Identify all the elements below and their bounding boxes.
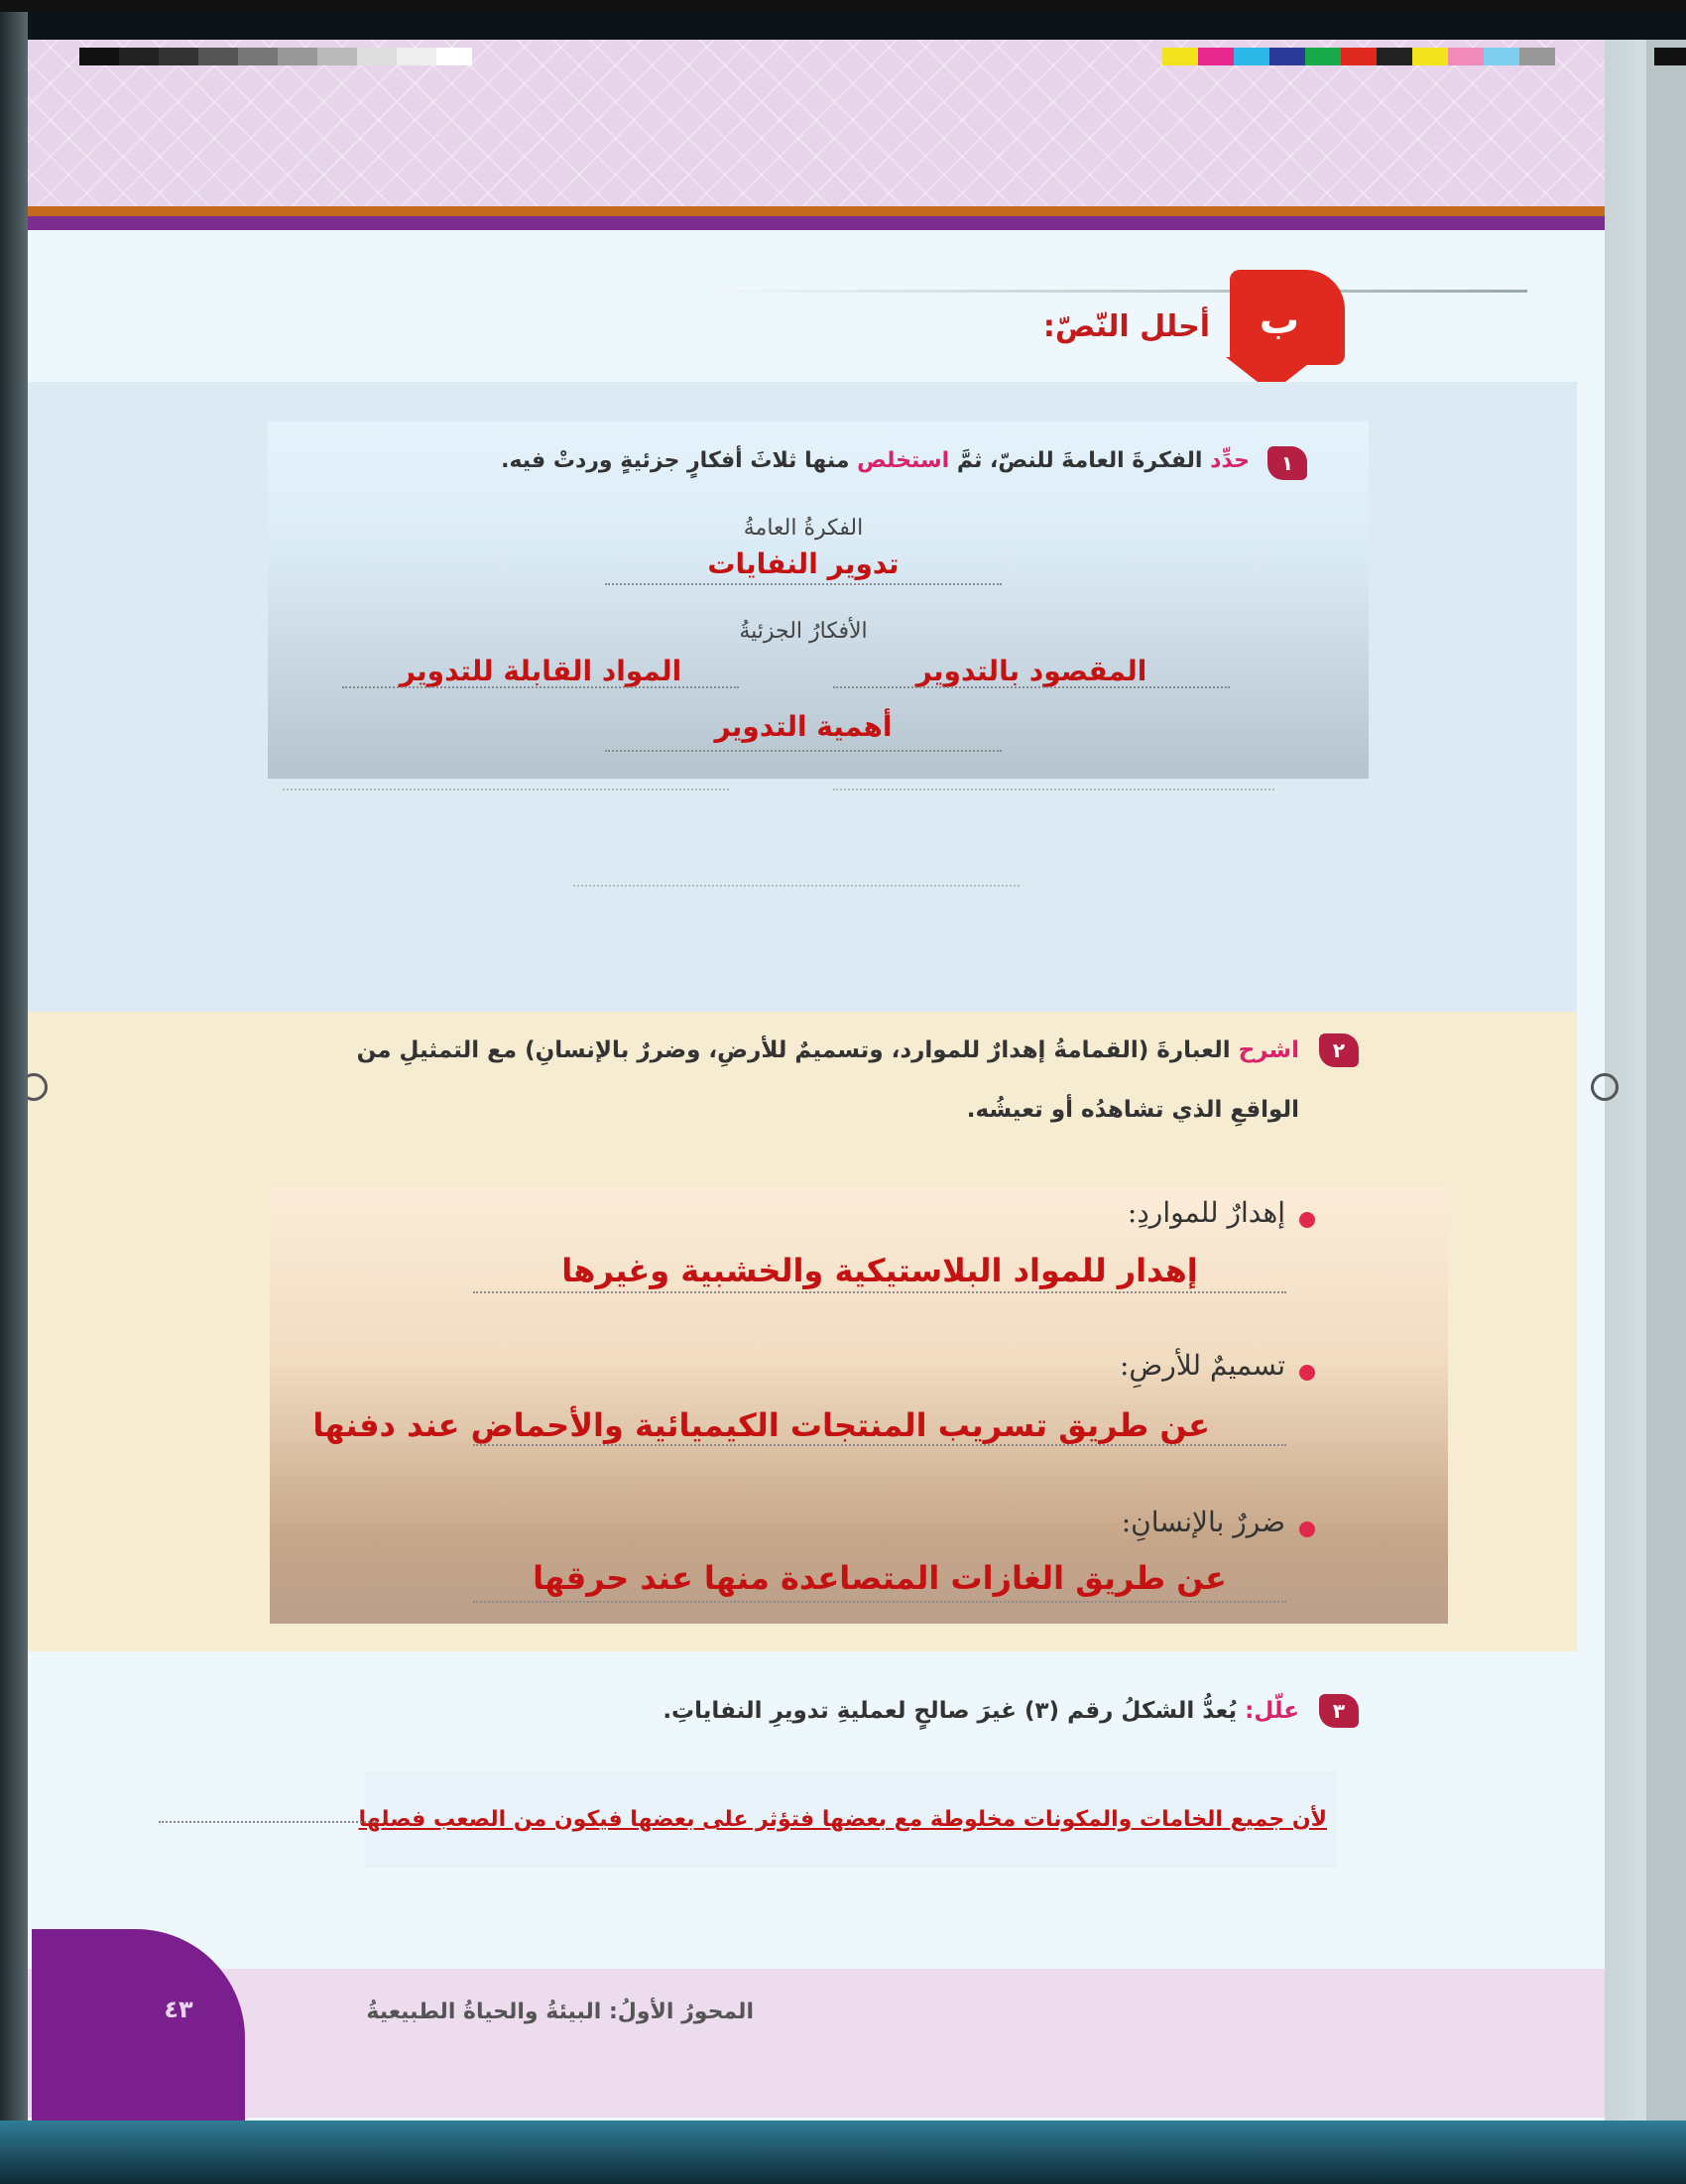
question-1-number: ١	[1267, 446, 1307, 480]
question-2-prompt-line-1	[179, 1037, 1299, 1063]
sub-idea-3-line	[605, 750, 1002, 752]
bullet-icon	[1299, 1365, 1315, 1381]
sub-idea-2-line	[342, 686, 739, 688]
question-1-verb: حدِّد	[1210, 448, 1250, 473]
bullet-icon	[1299, 1521, 1315, 1537]
explanation-answer: عن طريق الغازات المتصاعدة منها عند حرقها	[533, 1559, 1227, 1597]
page-right-edge	[1646, 40, 1686, 2123]
explanation-answer: عن طريق تسريب المنتجات الكيميائية والأحماض عند دفنها	[312, 1406, 1210, 1444]
question-1-text-b: منها ثلاثَ أفكارٍ جزئيةٍ وردتْ فيه.	[501, 448, 850, 473]
original-line-right	[833, 789, 1274, 790]
answer-line	[473, 1444, 1286, 1446]
explanation-label: ضررٌ بالإنسانِ:	[1121, 1506, 1285, 1538]
question-2-prompt-line-2: الواقعِ الذي تشاهدُه أو تعيشُه.	[966, 1097, 1299, 1123]
answer-line	[473, 1601, 1286, 1603]
original-line-left	[283, 789, 729, 790]
section-title: أحلل النّصّ:	[1042, 309, 1210, 344]
footer-band	[28, 1969, 1605, 2118]
question-1-text-a: الفكرةَ العامةَ للنصّ، ثمَّ	[956, 448, 1203, 473]
header-stripe-orange	[28, 206, 1605, 216]
explanation-answer: إهدار للمواد البلاستيكية والخشبية وغيرها	[561, 1252, 1198, 1289]
scanner-top-frame	[0, 0, 1686, 12]
original-line-center	[573, 885, 1020, 887]
sub-idea-1-answer: المقصود بالتدوير	[915, 655, 1147, 687]
question-3-prompt	[496, 1698, 1299, 1724]
question-3-answer: لأن جميع الخامات والمكونات مخلوطة مع بعضها فتؤثر على بعضها فيكون من الصعب فصلها	[358, 1807, 1327, 1832]
answer-line	[473, 1291, 1286, 1293]
section-letter: ب	[1259, 298, 1300, 343]
sub-idea-2-answer: المواد القابلة للتدوير	[399, 655, 682, 687]
heading-rule	[714, 290, 1527, 293]
explanation-label: إهدارٌ للمواردِ:	[1127, 1196, 1285, 1229]
question-2-verb: اشرح	[1238, 1037, 1299, 1063]
question-3-text: يُعدُّ الشكلُ رقم (٣) غيرَ صالحٍ لعمليةِ تدويرِ النفاياتِ.	[662, 1698, 1238, 1724]
question-1-verb-2: استخلص	[857, 448, 950, 473]
scanner-bottom-frame	[0, 2121, 1686, 2184]
footer-chapter-title: المحورُ الأولُ: البيئةُ والحياةُ الطبيعيةُ	[366, 2000, 754, 2024]
question-1-prompt	[377, 448, 1250, 473]
sub-idea-1-line	[833, 686, 1230, 688]
sub-idea-3-answer: أهمية التدوير	[714, 710, 893, 743]
explanation-label: تسميمٌ للأرضِ:	[1120, 1349, 1285, 1382]
main-idea-answer: تدوير النفايات	[707, 547, 900, 580]
sub-ideas-label: الأفكارُ الجزئيةُ	[739, 619, 868, 644]
registration-mark-icon	[1591, 1073, 1619, 1101]
answer-line	[159, 1821, 377, 1823]
page-left-edge	[0, 12, 28, 2144]
question-3-verb: علّل:	[1245, 1698, 1299, 1724]
question-2-number: ٢	[1319, 1033, 1359, 1067]
page-number: ٤٣	[164, 1996, 193, 2023]
question-2-text-1: العبارةَ (القمامةُ إهدارٌ للموارد، وتسميمٌ للأرضِ، وضررٌ بالإنسانِ) مع التمثيلِ من	[356, 1037, 1231, 1063]
main-idea-label: الفكرةُ العامةُ	[743, 516, 864, 541]
bullet-icon	[1299, 1212, 1315, 1228]
main-idea-line	[605, 583, 1002, 585]
header-stripe-purple	[28, 216, 1605, 230]
question-3-number: ٣	[1319, 1694, 1359, 1728]
